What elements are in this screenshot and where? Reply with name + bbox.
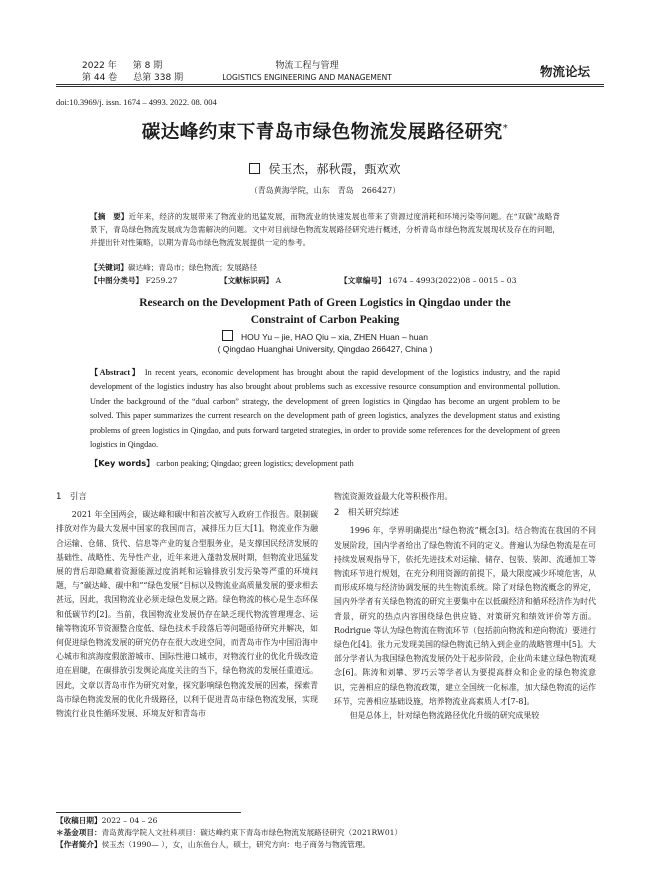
abstract-cn	[90, 210, 560, 249]
english-title	[60, 295, 590, 329]
english-authors: HOU Yu – jie, HAO Qiu – xia, ZHEN Huan – huan	[241, 332, 428, 342]
author-line	[0, 160, 650, 177]
classification-line	[90, 275, 516, 286]
section-heading-intro: 1 引言	[56, 492, 87, 502]
keywords-en-label: 【Key words】	[90, 458, 155, 468]
english-title-line-2: Constraint of Carbon Peaking	[250, 314, 400, 326]
article-no-value: 1674 – 4993(2022)08 – 0015 – 03	[387, 276, 517, 285]
clc-value: F259.27	[145, 276, 178, 285]
affiliation: （青岛黄海学院，山东 青岛 266427）	[249, 186, 401, 195]
body-column-right	[334, 490, 596, 723]
keywords-cn	[90, 262, 257, 273]
clc-label: 【中图分类号】	[90, 276, 144, 285]
paper-title-text: 碳达峰约束下青岛市绿色物流发展路径研究	[141, 122, 503, 143]
received-label: 【收稿日期】	[56, 816, 102, 825]
clc-block	[90, 275, 220, 286]
abstract-cn-text: 近年来，经济的发展带来了物流业的迅猛发展，而物流业的快速发展也带来了资源过度消耗和环境污染等问题。在“双碳”战略背景下，青岛绿色物流发展成为急需解决的问题。文中对目前绿色物流发展路径研究进行概述，分析青岛市绿色物流发展现状及存在的问题，并提出针对性策略，以期为青岛市绿色物流发展提供一定的参考。	[90, 212, 560, 247]
fund-value: 青岛黄海学院人文社科项目：碳达峰约束下青岛市绿色物流发展路径研究（2021RW01）	[101, 828, 403, 837]
keywords-en-text: carbon peaking; Qingdao; green logistics; development path	[156, 459, 354, 468]
paper-title	[40, 118, 610, 144]
footnotes	[56, 815, 596, 851]
abstract-en-label: 【Abstract】	[90, 368, 142, 377]
journal-name	[212, 60, 402, 84]
article-no-block	[340, 275, 516, 286]
column-name: 物流论坛	[539, 64, 590, 79]
issue-total: 总第 338 期	[133, 73, 184, 83]
received-value: 2022 – 04 – 26	[101, 816, 158, 825]
english-author-box-icon	[222, 330, 233, 341]
intro-paragraph-continued: 物流资源效益最大化等积极作用。	[334, 492, 453, 501]
author-bio	[56, 839, 596, 851]
doc-code-block	[220, 275, 340, 286]
english-affiliation: ( Qingdao Huanghai University, Qingdao 266427, China )	[217, 344, 433, 354]
intro-paragraph: 2021 年全国两会，碳达峰和碳中和首次被写入政府工作报告。限制碳排放对作为最大发展中国家的我国而言，减排压力巨大[1]。物流业作为融合运输、仓储、货代、信息等产业的复合型服务业，是支撑国民经济发展的基础性、战略性、先导性产业，近年来进入蓬勃发展时期，但物流业迅猛发展的背后却隐藏着资源能源过度消耗和运输排放引发污染等严重的环境问题，与“碳达峰、碳中和”“绿色发展”目标以及物流业高质量发展的要求相去甚远，因此，我国物流业必须走绿色发展之路。绿色物流的核心是生态环保和低碳节约[2]。当前，我国物流业发展仍存在缺乏现代物流管理理念、运输等物流环节资源整合度低、绿色技术手段落后等问题亟待研究并解决，如何促进绿色物流发展的研究仍存在很大改进空间，而青岛市作为中国沿海中心城市和滨海度假旅游城市、国际性港口城市，对物流行业的优化升级改造迫在眉睫，在碳排放引发舆论高度关注的当下，绿色物流的发展任重道远。因此，文章以青岛市作为研究对象，探究影响绿色物流发展的因素，探索青岛市绿色物流发展的优化升级路径，以利于促进青岛市绿色物流发展，实现物流行业良性循环发展、环境友好和青岛市	[56, 510, 318, 719]
fund-project	[56, 827, 596, 839]
title-footnote-mark: *	[502, 122, 509, 134]
article-no-label: 【文章编号】	[340, 276, 386, 285]
keywords-en	[90, 458, 354, 469]
authors: 侯玉杰，郝秋霞，甄欢欢	[268, 162, 401, 176]
abstract-cn-label: 【摘 要】	[90, 212, 129, 221]
issue-info	[82, 60, 183, 84]
review-paragraph-2: 但是总体上，针对绿色物流路径优化升级的研究成果较	[349, 711, 540, 721]
body-column-left	[56, 490, 318, 721]
author-bio-value: 侯玉杰（1990— ），女，山东鱼台人，硕士，研究方向：电子商务与物流管理。	[101, 840, 371, 849]
doi: doi:10.3969/j. issn. 1674 – 4993. 2022. 08. 004	[56, 97, 217, 107]
abstract-en	[90, 366, 560, 452]
issue-year: 2022 年	[82, 61, 117, 71]
issue-number: 第 8 期	[132, 61, 163, 71]
fund-label: ＊基金项目：	[56, 828, 102, 837]
author-bio-label: 【作者简介】	[56, 840, 102, 849]
footnote-rule	[56, 812, 241, 813]
english-title-line-1: Research on the Development Path of Green Logistics in Qingdao under the	[139, 297, 511, 309]
journal-name-en: LOGISTICS ENGINEERING AND MANAGEMENT	[222, 73, 392, 82]
review-paragraph-1: 1996 年，学界明确提出“绿色物流”概念[3]。结合物流在我国的不同发展阶段，国内学者给出了绿色物流不同的定义。普遍认为绿色物流是在可持续发展观指导下，依托先进技术对运输、储存、包装、装卸、流通加工等物流环节进行规划，在充分利用资源的前提下，最大限度减少环境危害，从而形成环境与经济协调发展的共生物流系统。除了对绿色物流概念的界定，国内外学者有关绿色物流的研究主要集中在以低碳经济和循环经济作为时代背景，研究的热点内容围绕绿色供应链、对策研究和绩效评价等方面。Rodrigue 等认为绿色物流在物流环节（包括前向物流和逆向物流）要进行绿色化[4]。张力元发现美国的绿色物流已纳入到企业的战略管理中[5]。大部分学者认为我国绿色物流发展仍处于起步阶段，企业尚未建立绿色物流观念[6]。陈涛和刘攀、罗巧云等学者认为要提高群众和企业的绿色物流意识，完善相应的绿色物流政策，建立全国统一化标准，加大绿色物流的运作环节，完善相应基础设施，培养物流业高素质人才[7-8]。	[334, 526, 596, 706]
issue-volume: 第 44 卷	[82, 73, 118, 83]
received-date	[56, 815, 596, 827]
keywords-cn-label: 【关键词】	[90, 263, 128, 272]
abstract-en-text: In recent years, economic development has brought about the rapid development of the logistics industry, and the rapid development of the logistics industry has also brought about problems such as excessive resource consumption and environmental pollution. Under the background of the “dual carbon” strategy, the development of green logistics in Qingdao has become an urgent problem to be solved. This paper summarizes the current research on the development path of green logistics, analyzes the development status and existing problems of green logistics in Qingdao, and puts forward targeted strategies, in order to provide some references for the development of green logistics in Qingdao.	[90, 368, 561, 450]
header-rule	[56, 84, 604, 85]
section-heading-review: 2 相关研究综述	[334, 508, 399, 519]
header-rule-2	[56, 86, 604, 87]
keywords-cn-text: 碳达峰；青岛市；绿色物流；发展路径	[127, 263, 258, 272]
doc-code-value: A	[275, 276, 282, 285]
author-box-icon	[249, 163, 260, 174]
journal-name-cn: 物流工程与管理	[275, 61, 339, 71]
doc-code-label: 【文献标识码】	[220, 276, 274, 285]
english-author-line	[0, 330, 650, 342]
